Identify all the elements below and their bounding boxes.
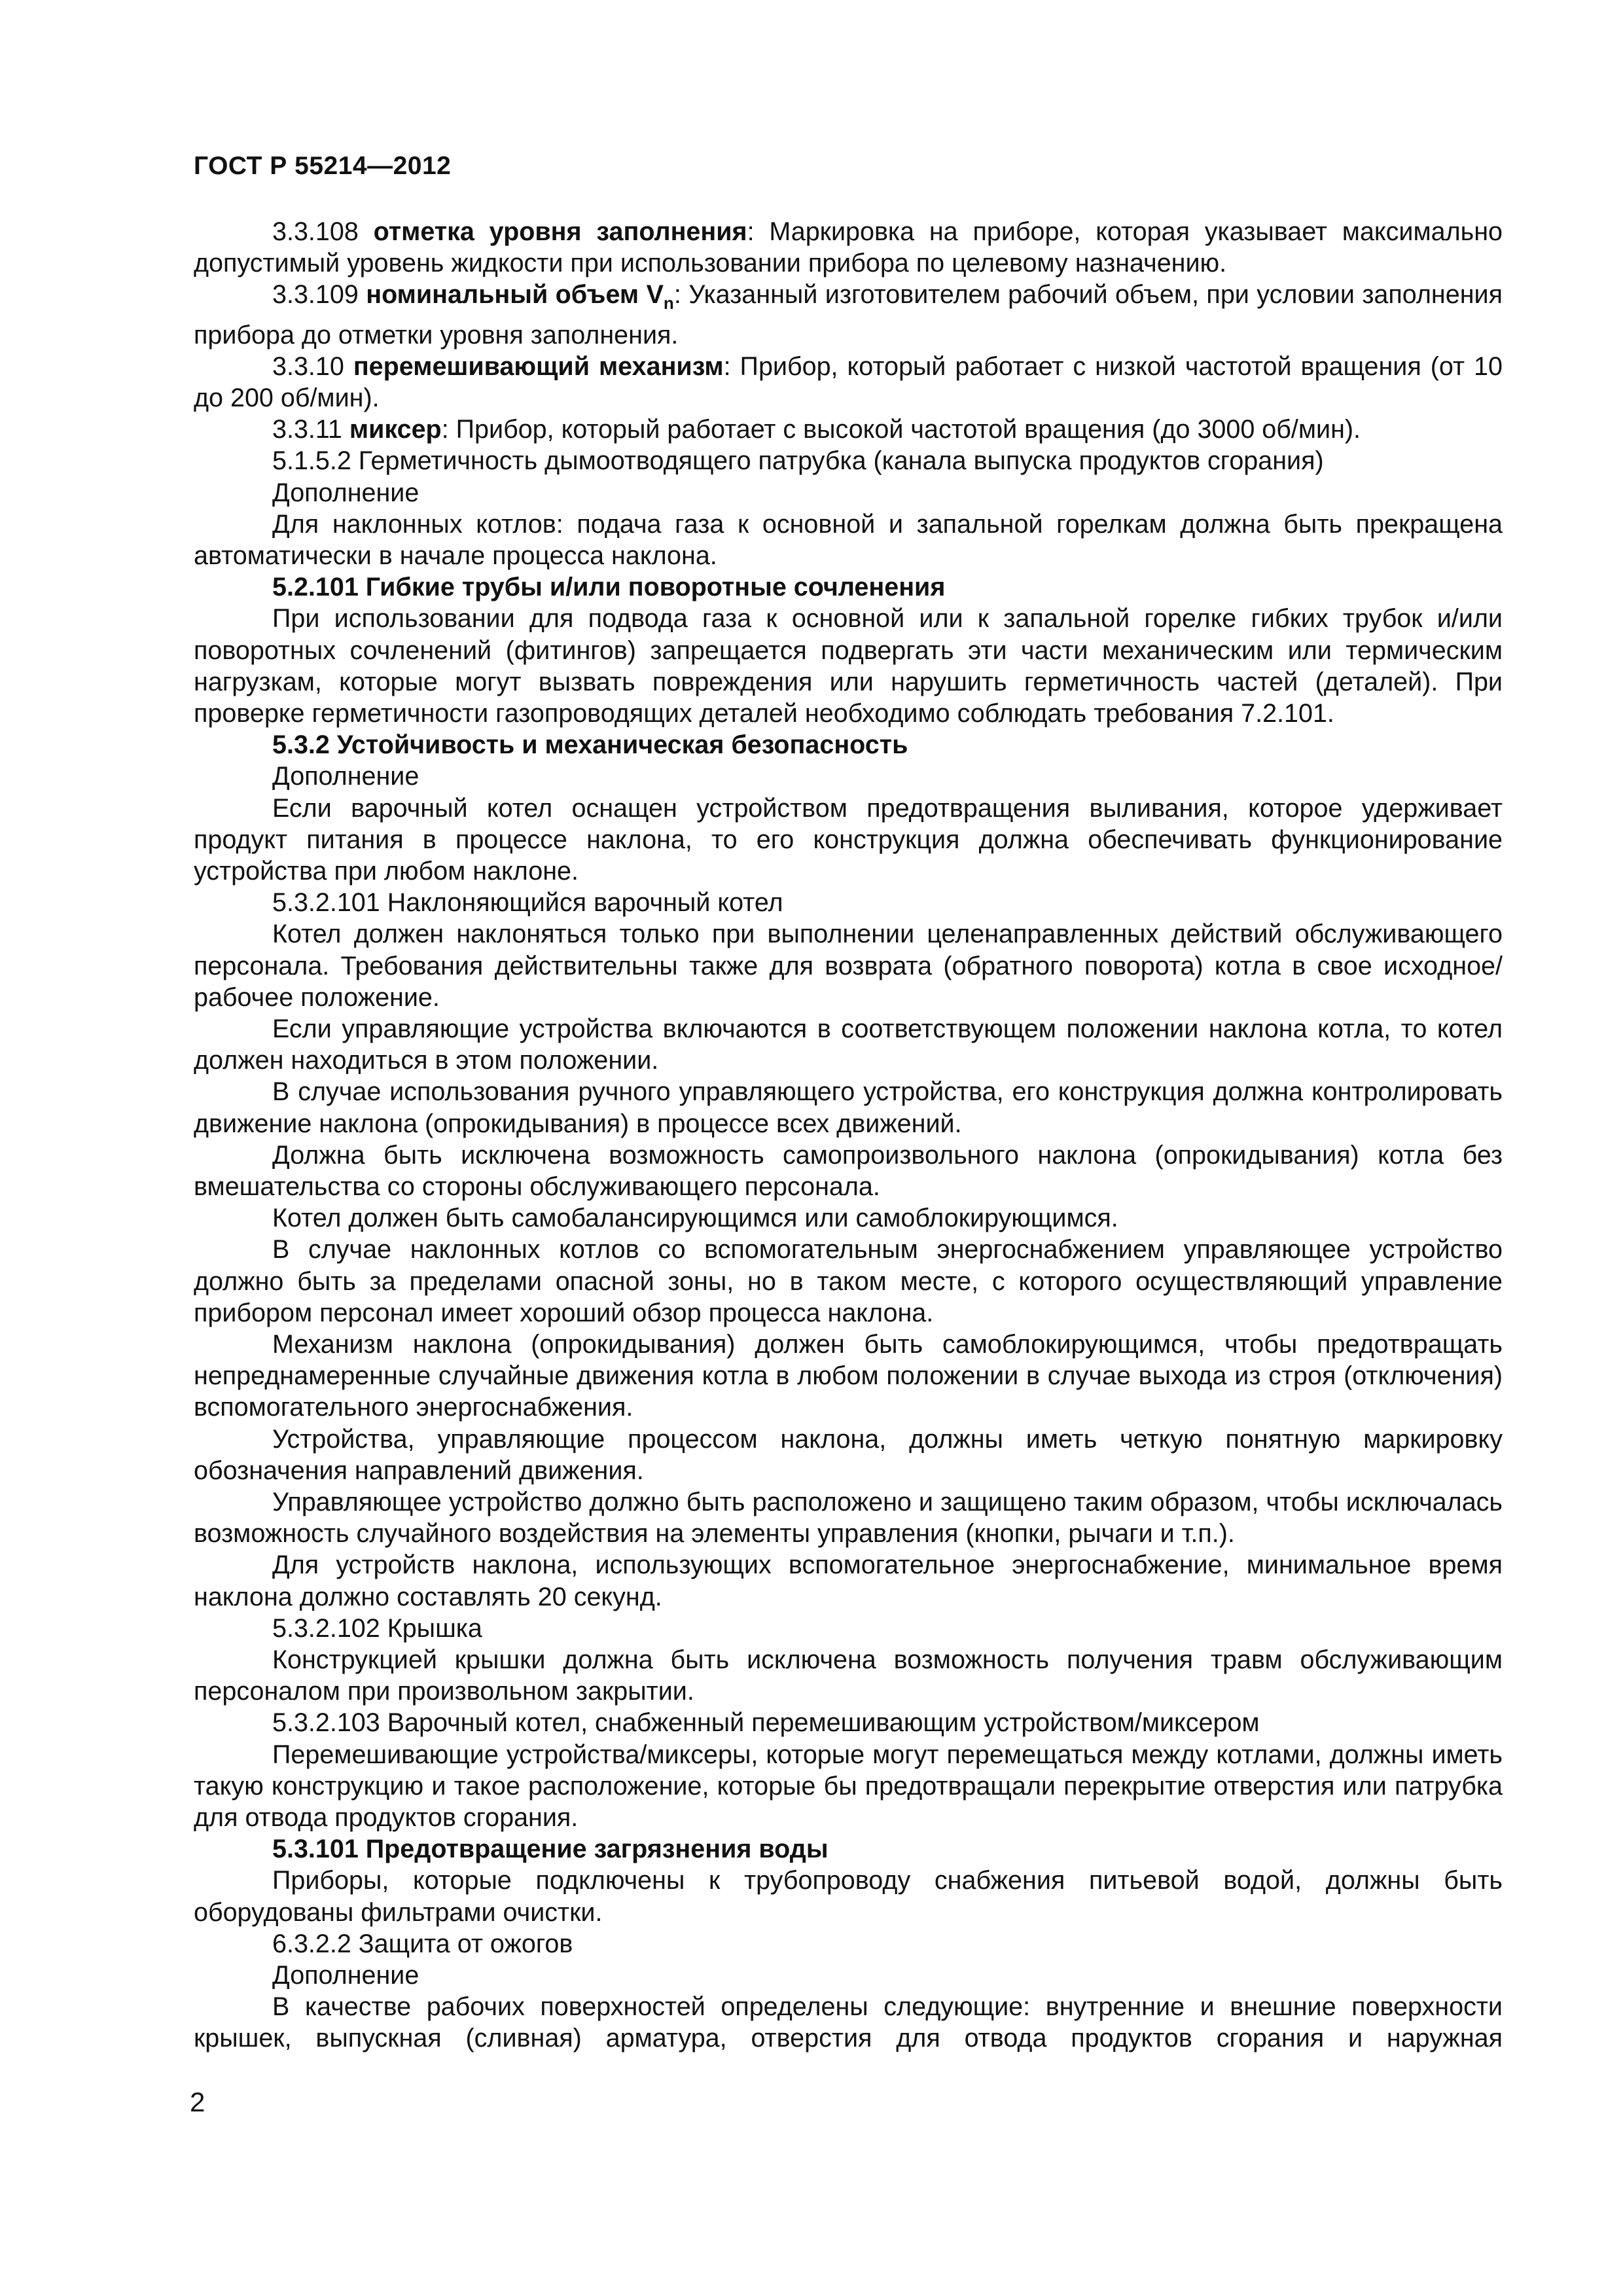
body-paragraph: Котел должен наклоняться только при выполнении целенаправленных действий обслуживающего персонала. Требования действительны также для возврата (обратного поворота) котла в свое исходное/рабочее положение. bbox=[194, 920, 1503, 1012]
body-paragraph: Управляющее устройство должно быть расположено и защищено таким образом, чтобы исключалась возможность случайного воздействия на элементы управления (кнопки, рычаги и т.п.). bbox=[194, 1488, 1503, 1549]
body-paragraph: Приборы, которые подключены к трубопроводу снабжения питьевой водой, должны быть оборудованы фильтрами очистки. bbox=[194, 1866, 1503, 1927]
clause-title: 5.3.2.103 Варочный котел, снабженный перемешивающим устройством/миксером bbox=[272, 1708, 1260, 1738]
clause-title: 5.1.5.2 Герметичность дымоотводящего патрубка (канала выпуска продуктов сгорания) bbox=[272, 446, 1324, 476]
addendum-label: Дополнение bbox=[272, 1961, 419, 1990]
body-paragraph: Конструкцией крышки должна быть исключена возможность получения травм обслуживающим персоналом при произвольном закрытии. bbox=[194, 1645, 1503, 1706]
definition-paragraph: 3.3.11 миксер: Прибор, который работает с высокой частотой вращения (до 3000 об/мин). bbox=[272, 415, 1361, 444]
body-paragraph: Котел должен быть самобалансирующимся или самоблокирующимся. bbox=[272, 1204, 1118, 1233]
body-paragraph: При использовании для подвода газа к основной или к запальной горелке гибких трубок и/или поворотных сочленений (фитингов) запрещается подвергать эти части механическим или термическим нагрузкам, которые могут вызвать повреждения или нарушить герметичность частей (деталей). При проверке герметичности газопроводящих деталей необходимо соблюдать требования 7.2.101. bbox=[194, 604, 1503, 728]
addendum-label: Дополнение bbox=[272, 762, 419, 791]
section-heading: 5.2.101 Гибкие трубы и/или поворотные сочленения bbox=[272, 573, 946, 602]
clause-title: 5.3.2.102 Крышка bbox=[272, 1613, 482, 1643]
definition-paragraph: 3.3.108 отметка уровня заполнения: Маркировка на приборе, которая указывает максимально допустимый уровень жидкости при использовании прибора по целевому назначению. bbox=[194, 217, 1503, 278]
clause-title: 6.3.2.2 Защита от ожогов bbox=[272, 1929, 573, 1958]
body-paragraph: Перемешивающие устройства/миксеры, которые могут перемещаться между котлами, должны иметь такую конструкцию и такое расположение, которые бы предотвращали перекрытие отверстия или патрубка для отвода продуктов сгорания. bbox=[194, 1740, 1503, 1833]
body-paragraph: В качестве рабочих поверхностей определены следующие: внутренние и внешние поверхности крышек, выпускная (сливная) арматура, отверстия для отвода продуктов сгорания и наружная bbox=[194, 1992, 1503, 2053]
section-heading: 5.3.2 Устойчивость и механическая безопасность bbox=[272, 730, 908, 760]
section-heading: 5.3.101 Предотвращение загрязнения воды bbox=[272, 1835, 829, 1864]
body-paragraph: Для наклонных котлов: подача газа к основной и запальной горелкам должна быть прекращена автоматически в начале процесса наклона. bbox=[194, 509, 1503, 570]
body-paragraph: В случае наклонных котлов со вспомогательным энергоснабжением управляющее устройство должно быть за пределами опасной зоны, но в таком месте, с которого осуществляющий управление прибором персонал имеет хороший обзор процесса наклона. bbox=[194, 1235, 1503, 1327]
term: отметка уровня заполнения bbox=[373, 217, 747, 246]
body-paragraph: Должна быть исключена возможность самопроизвольного наклона (опрокидывания) котла без вмешательства со стороны обслуживающего персонала. bbox=[194, 1140, 1503, 1201]
term: миксер bbox=[349, 415, 442, 444]
addendum-label: Дополнение bbox=[272, 478, 419, 507]
clause-title: 5.3.2.101 Наклоняющийся варочный котел bbox=[272, 888, 783, 918]
term-subscript: n bbox=[663, 293, 674, 314]
definition-paragraph: 3.3.10 перемешивающий механизм: Прибор, который работает с низкой частотой вращения (от 10 до 200 об/мин). bbox=[194, 351, 1503, 412]
standard-id-header: ГОСТ Р 55214—2012 bbox=[194, 152, 452, 180]
definition-paragraph: 3.3.109 номинальный объем $V_n$: Указанный изготовителем рабочий объем, при условии заполнения прибора до отметки уровня заполнения. bbox=[194, 280, 1503, 350]
term: номинальный объем $V_n$ bbox=[366, 280, 674, 314]
body-paragraph: Если варочный котел оснащен устройством предотвращения выливания, которое удерживает продукт питания в процессе наклона, то его конструкция должна обеспечивать функционирование устройства при любом наклоне. bbox=[194, 793, 1503, 886]
body-paragraph: В случае использования ручного управляющего устройства, его конструкция должна контролировать движение наклона (опрокидывания) в процессе всех движений. bbox=[194, 1077, 1503, 1138]
page-number: 2 bbox=[190, 2087, 205, 2117]
body-paragraph: Для устройств наклона, использующих вспомогательное энергоснабжение, минимальное время наклона должно составлять 20 секунд. bbox=[194, 1551, 1503, 1611]
body-paragraph: Устройства, управляющие процессом наклона, должны иметь четкую понятную маркировку обозначения направлений движения. bbox=[194, 1424, 1503, 1485]
body-paragraph: Если управляющие устройства включаются в соответствующем положении наклона котла, то котел должен находиться в этом положении. bbox=[194, 1014, 1503, 1075]
term: перемешивающий механизм bbox=[353, 351, 724, 381]
document-body bbox=[194, 216, 1503, 2054]
body-paragraph: Механизм наклона (опрокидывания) должен быть самоблокирующимся, чтобы предотвращать непреднамеренные случайные движения котла в любом положении в случае выхода из строя (отключения) вспомогательного энергоснабжения. bbox=[194, 1330, 1503, 1422]
